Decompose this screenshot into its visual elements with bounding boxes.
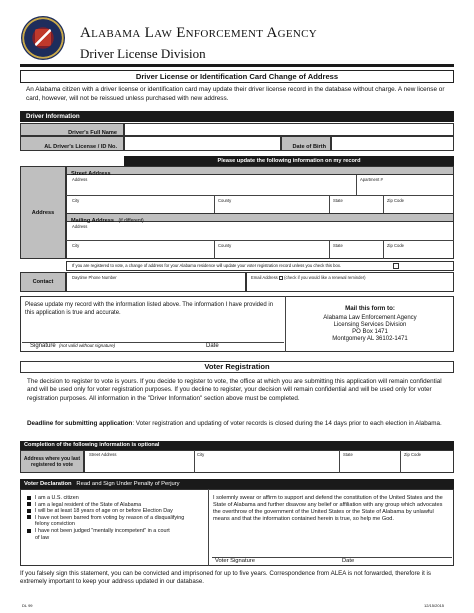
mail-address-block <box>290 315 450 343</box>
voter-notice-text: If you are registered to vote, a change of address for your Alabama residence will update your voter registration record unless you check this box. <box>72 263 342 268</box>
signature-mail-divider <box>285 296 286 352</box>
street-address-bar <box>66 166 454 175</box>
seal-shield-icon <box>35 29 51 46</box>
renewal-reminder-checkbox[interactable] <box>279 276 283 280</box>
mailing-address-bar <box>66 213 454 222</box>
prior-zip-label: Zip Code <box>404 452 421 457</box>
residence-zip-field[interactable] <box>384 196 454 213</box>
checklist-continuation <box>27 535 184 542</box>
license-number-field[interactable] <box>124 136 281 151</box>
street-address-label: Street Address <box>71 171 111 177</box>
checkbox-icon <box>27 496 31 500</box>
signature-note: (not valid without signature) <box>59 343 116 348</box>
checkbox-icon <box>27 529 31 533</box>
signature-caption <box>30 343 115 349</box>
residence-city-field[interactable] <box>66 196 214 213</box>
revision-date: 12/15/2015 <box>424 603 445 608</box>
mailing-line-label: Address <box>72 224 88 229</box>
residence-state-label: State <box>333 198 343 203</box>
checklist-item[interactable] <box>27 508 184 515</box>
signature-label: Signature <box>30 343 56 349</box>
mailing-state-field[interactable] <box>330 241 383 259</box>
voter-signature-field[interactable] <box>212 549 452 557</box>
alea-seal-logo <box>21 16 65 60</box>
license-label: AL Driver's License / ID No. <box>44 144 117 150</box>
mail-heading: Mail this form to: <box>345 305 395 312</box>
optional-heading-text: Completion of the following information is optional <box>24 442 160 448</box>
prior-city-label: City <box>197 452 205 457</box>
checklist-item[interactable] <box>27 502 184 509</box>
dob-field[interactable] <box>331 136 454 151</box>
prior-city-field[interactable] <box>195 451 339 472</box>
prior-street-field[interactable] <box>85 451 194 472</box>
address-side-cell <box>20 166 66 259</box>
voter-body-text: The decision to register to vote is yours. If you decide to register to vote, the office at which you are submitting this application will remain confidential and will be used only for voter registration purposes. If you decline to register, your decision will remain confidential and will be used only for voter registration purposes. All information in the "Driver Information" section above must be completed. <box>27 378 442 402</box>
checklist-item[interactable] <box>27 528 184 535</box>
mailing-county-field[interactable] <box>215 241 329 259</box>
prior-street-label: Street Address <box>89 452 117 457</box>
mailing-address-label: Mailing Address <box>71 218 114 224</box>
mailing-address-field[interactable] <box>66 222 454 240</box>
checklist-text: felony conviction <box>35 521 75 528</box>
voter-deadline-text <box>27 420 447 428</box>
residence-zip-label: Zip Code <box>387 198 404 203</box>
declaration-divider <box>208 489 209 566</box>
form-code: DL 99 <box>22 603 33 608</box>
residence-city-label: City <box>72 198 80 203</box>
checklist-text: I will be at least 18 years of age on or before Election Day <box>35 508 173 515</box>
checkbox-icon <box>27 515 31 519</box>
contact-side-label: Contact <box>32 279 54 285</box>
email-label: Email Address <box>251 275 278 280</box>
mailing-county-label: County <box>218 243 232 248</box>
deadline-bold: Deadline for submitting application <box>27 420 133 427</box>
prior-state-label: State <box>343 452 353 457</box>
driver-info-heading <box>20 111 454 122</box>
apartment-field[interactable] <box>357 175 454 195</box>
checklist-text: I am a legal resident of the State of Alabama <box>35 501 142 508</box>
voter-signature-label: Voter Signature <box>215 558 255 564</box>
voter-opt-out-checkbox[interactable] <box>393 263 399 269</box>
mailing-city-label: City <box>72 243 80 248</box>
full-name-label: Driver's Full Name <box>68 130 117 136</box>
registered-label-cell <box>20 450 84 473</box>
checklist-text: I am a U.S. citizen <box>35 495 79 501</box>
email-note: (check if you would like a renewal reminder) <box>284 275 366 280</box>
residence-county-label: County <box>218 198 232 203</box>
update-banner-text: Please update the following information on my record <box>217 158 361 164</box>
checkbox-icon <box>27 509 31 513</box>
prior-zip-field[interactable] <box>401 451 453 472</box>
mail-line-division: Licensing Services Division <box>333 322 407 328</box>
checklist-continuation <box>27 521 184 528</box>
deadline-text: : Voter registration and updating of voter records is closed during the 14 days prior to each election in Alabama. <box>132 420 442 427</box>
mailing-zip-label: Zip Code <box>387 243 404 248</box>
address-side-label: Address <box>31 210 55 216</box>
signature-date-label: Date <box>206 343 219 349</box>
residence-address-label: Address <box>72 177 88 182</box>
eligibility-checklist <box>27 495 184 541</box>
voter-registration-heading: Voter Registration <box>20 361 454 373</box>
optional-heading <box>20 441 454 450</box>
division-name: Driver License Division <box>80 46 206 61</box>
full-name-field[interactable] <box>124 123 454 136</box>
apartment-label: Apartment # <box>360 177 383 182</box>
dob-label: Date of Birth <box>292 144 326 150</box>
contact-side-cell <box>20 272 66 292</box>
footer-warning: If you falsely sign this statement, you can be convicted and imprisoned for up to five years. Correspondence from ALEA is not forwarded, therefore it is extremely important to keep your address updated in our database. <box>20 570 431 586</box>
checklist-text: of law <box>35 534 50 541</box>
header-rule <box>20 64 454 67</box>
driver-info-heading-text: Driver Information <box>26 113 80 120</box>
agency-name: Alabama Law Enforcement Agency <box>80 25 317 41</box>
residence-county-field[interactable] <box>215 196 329 213</box>
phone-label: Daytime Phone Number <box>72 275 117 280</box>
declaration-text: Read and Sign Under Penalty of Perjury <box>76 481 180 487</box>
checklist-item[interactable] <box>27 515 184 522</box>
mailing-zip-field[interactable] <box>384 241 454 259</box>
checkbox-icon <box>27 502 31 506</box>
dob-label-cell <box>281 136 331 151</box>
email-label-row <box>251 275 366 280</box>
voter-date-label: Date <box>342 558 355 564</box>
oath-text: I solemnly swear or affirm to support and defend the constitution of the United States and the State of Alabama and further disavow any belief or affiliation with any group which advocates the overthrow of the government of the United States or the State of Alabama by unlawful means and that the information contained herein is true, so help me God. <box>213 495 443 522</box>
registered-label: Address where you last registered to vote <box>23 456 81 468</box>
checklist-text: I have not been judged "mentally incompetent" in a court <box>35 527 170 534</box>
mail-line-pobox: PO Box 1471 <box>352 329 388 335</box>
residence-address-field[interactable] <box>66 175 356 195</box>
request-text: Please update my record with the information listed above. The information I have provided in this application is true and accurate. <box>25 302 274 316</box>
full-name-label-cell <box>20 123 124 136</box>
form-title: Driver License or Identification Card Change of Address <box>20 70 454 83</box>
checklist-text: I have not been barred from voting by reason of a disqualifying <box>35 514 185 521</box>
declaration-heading <box>20 479 454 489</box>
mailing-address-note: (if different) <box>118 218 144 224</box>
mail-line-agency: Alabama Law Enforcement Agency <box>323 315 417 321</box>
intro-text: An Alabama citizen with a driver license or identification card may update their driver license record in the database without charge. A new license or card, however, will not be reissued unless purchased with new address. <box>26 86 445 102</box>
license-label-cell <box>20 136 124 151</box>
prior-state-field[interactable] <box>340 451 400 472</box>
update-banner <box>124 156 454 166</box>
signature-field[interactable] <box>22 334 284 342</box>
mail-line-city: Montgomery AL 36102-1471 <box>332 336 408 342</box>
declaration-bold: Voter Declaration <box>24 481 72 487</box>
residence-state-field[interactable] <box>330 196 383 213</box>
mailing-state-label: State <box>333 243 343 248</box>
mailing-city-field[interactable] <box>66 241 214 259</box>
checklist-item[interactable] <box>27 495 184 502</box>
